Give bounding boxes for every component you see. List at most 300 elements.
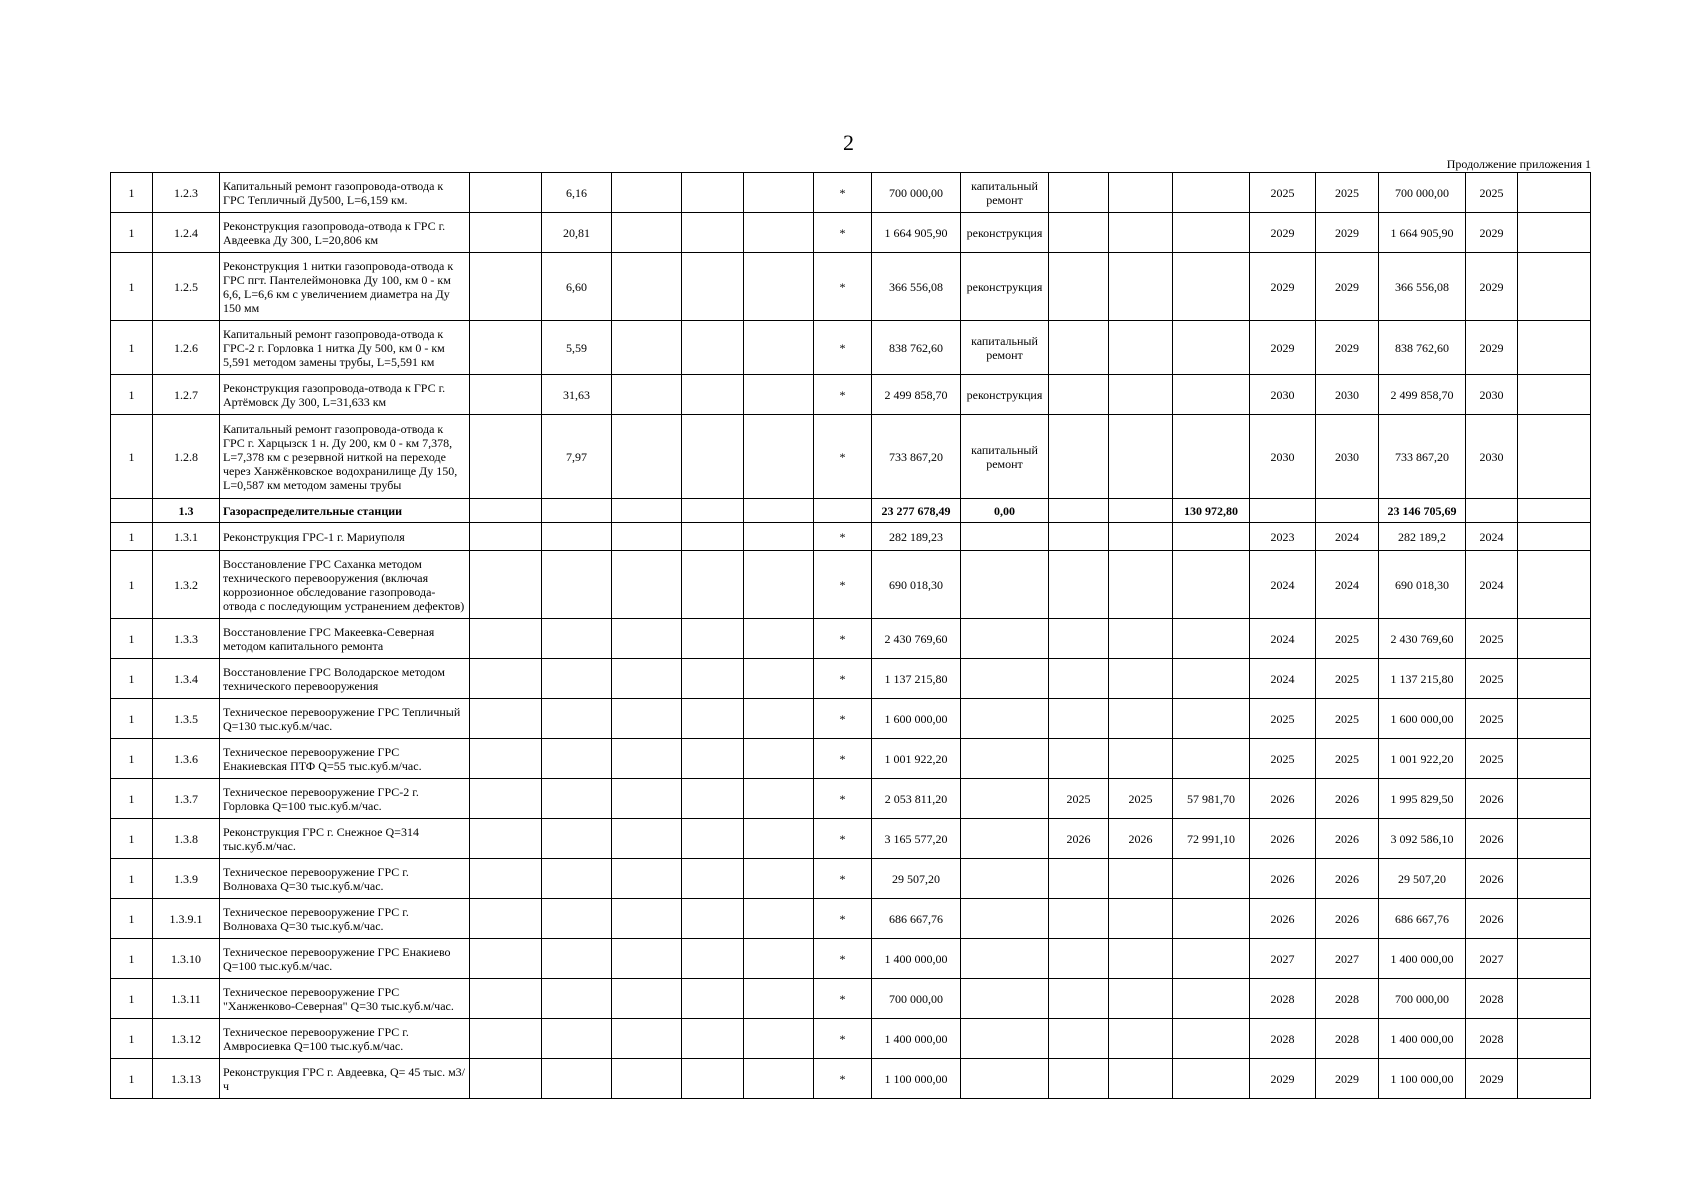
- empty-cell: [470, 779, 542, 819]
- empty-cell: [1518, 859, 1591, 899]
- item-number-cell: 1.3.1: [153, 523, 220, 551]
- construction-end-cell: 2025: [1316, 173, 1379, 213]
- construction-end-cell: 2029: [1316, 1059, 1379, 1099]
- empty-cell: [744, 415, 814, 499]
- design-end-cell: 2026: [1109, 819, 1173, 859]
- empty-cell: [470, 739, 542, 779]
- mark-cell: *: [814, 979, 872, 1019]
- design-start-cell: 2025: [1049, 779, 1109, 819]
- item-number-cell: 1.2.4: [153, 213, 220, 253]
- empty-cell: [744, 499, 814, 523]
- table-row: [111, 899, 1591, 939]
- table-row: [111, 173, 1591, 213]
- empty-cell: [612, 213, 682, 253]
- commission-year-cell: 2029: [1466, 253, 1518, 321]
- length-cell: [542, 739, 612, 779]
- construction-cost-cell: 282 189,2: [1379, 523, 1466, 551]
- commission-year-cell: 2026: [1466, 859, 1518, 899]
- design-cost-cell: [1173, 1059, 1250, 1099]
- work-type-cell: капитальный ремонт: [961, 321, 1049, 375]
- empty-cell: [470, 253, 542, 321]
- design-end-cell: [1109, 321, 1173, 375]
- design-end-cell: [1109, 979, 1173, 1019]
- empty-cell: [744, 375, 814, 415]
- item-number-cell: 1.3.6: [153, 739, 220, 779]
- empty-cell: [682, 523, 744, 551]
- construction-start-cell: 2024: [1250, 619, 1316, 659]
- work-type-cell: реконструкция: [961, 253, 1049, 321]
- empty-cell: [470, 499, 542, 523]
- group-cell: 1: [111, 375, 153, 415]
- empty-cell: [612, 551, 682, 619]
- empty-cell: [744, 979, 814, 1019]
- design-cost-cell: 130 972,80: [1173, 499, 1250, 523]
- work-type-cell: [961, 659, 1049, 699]
- mark-cell: *: [814, 173, 872, 213]
- construction-start-cell: 2027: [1250, 939, 1316, 979]
- construction-start-cell: 2023: [1250, 523, 1316, 551]
- table-row: [111, 415, 1591, 499]
- total-cost-cell: 3 165 577,20: [872, 819, 961, 859]
- mark-cell: *: [814, 213, 872, 253]
- construction-start-cell: 2029: [1250, 213, 1316, 253]
- mark-cell: *: [814, 659, 872, 699]
- length-cell: [542, 859, 612, 899]
- empty-cell: [612, 1019, 682, 1059]
- total-cost-cell: 733 867,20: [872, 415, 961, 499]
- length-cell: [542, 523, 612, 551]
- commission-year-cell: 2028: [1466, 979, 1518, 1019]
- design-start-cell: [1049, 899, 1109, 939]
- work-type-cell: [961, 899, 1049, 939]
- mark-cell: *: [814, 859, 872, 899]
- design-end-cell: [1109, 659, 1173, 699]
- table-row: [111, 819, 1591, 859]
- total-cost-cell: 838 762,60: [872, 321, 961, 375]
- item-number-cell: 1.3.13: [153, 1059, 220, 1099]
- item-number-cell: 1.3.12: [153, 1019, 220, 1059]
- total-cost-cell: 2 430 769,60: [872, 619, 961, 659]
- empty-cell: [682, 939, 744, 979]
- empty-cell: [470, 1059, 542, 1099]
- empty-cell: [744, 523, 814, 551]
- work-type-cell: [961, 859, 1049, 899]
- design-cost-cell: [1173, 321, 1250, 375]
- design-end-cell: [1109, 1059, 1173, 1099]
- total-cost-cell: 690 018,30: [872, 551, 961, 619]
- empty-cell: [682, 899, 744, 939]
- design-cost-cell: [1173, 173, 1250, 213]
- empty-cell: [682, 499, 744, 523]
- construction-end-cell: 2025: [1316, 619, 1379, 659]
- design-start-cell: 2026: [1049, 819, 1109, 859]
- empty-cell: [612, 939, 682, 979]
- design-end-cell: [1109, 415, 1173, 499]
- table-row: [111, 739, 1591, 779]
- group-cell: [111, 499, 153, 523]
- length-cell: [542, 819, 612, 859]
- empty-cell: [744, 213, 814, 253]
- construction-end-cell: 2025: [1316, 659, 1379, 699]
- item-number-cell: 1.2.6: [153, 321, 220, 375]
- design-end-cell: [1109, 619, 1173, 659]
- empty-cell: [1518, 899, 1591, 939]
- group-cell: 1: [111, 859, 153, 899]
- design-start-cell: [1049, 551, 1109, 619]
- total-cost-cell: 1 664 905,90: [872, 213, 961, 253]
- work-type-cell: [961, 779, 1049, 819]
- empty-cell: [744, 699, 814, 739]
- object-name-cell: Реконструкция ГРС-1 г. Мариуполя: [220, 523, 470, 551]
- work-type-cell: капитальный ремонт: [961, 173, 1049, 213]
- construction-cost-cell: 1 001 922,20: [1379, 739, 1466, 779]
- length-cell: [542, 899, 612, 939]
- empty-cell: [612, 523, 682, 551]
- design-end-cell: [1109, 939, 1173, 979]
- design-cost-cell: [1173, 619, 1250, 659]
- construction-cost-cell: 2 430 769,60: [1379, 619, 1466, 659]
- mark-cell: *: [814, 939, 872, 979]
- work-type-cell: [961, 699, 1049, 739]
- item-number-cell: 1.3: [153, 499, 220, 523]
- construction-cost-cell: 23 146 705,69: [1379, 499, 1466, 523]
- empty-cell: [612, 739, 682, 779]
- construction-start-cell: 2030: [1250, 375, 1316, 415]
- empty-cell: [470, 213, 542, 253]
- construction-end-cell: 2025: [1316, 699, 1379, 739]
- mark-cell: *: [814, 375, 872, 415]
- design-end-cell: [1109, 699, 1173, 739]
- construction-end-cell: [1316, 499, 1379, 523]
- group-cell: 1: [111, 739, 153, 779]
- length-cell: [542, 499, 612, 523]
- object-name-cell: Техническое перевооружение ГРС г. Амвросиевка Q=100 тыс.куб.м/час.: [220, 1019, 470, 1059]
- empty-cell: [744, 659, 814, 699]
- design-cost-cell: 57 981,70: [1173, 779, 1250, 819]
- construction-end-cell: 2026: [1316, 859, 1379, 899]
- table-row: [111, 619, 1591, 659]
- design-start-cell: [1049, 659, 1109, 699]
- item-number-cell: 1.2.8: [153, 415, 220, 499]
- commission-year-cell: 2029: [1466, 213, 1518, 253]
- empty-cell: [1518, 979, 1591, 1019]
- empty-cell: [682, 375, 744, 415]
- object-name-cell: Техническое перевооружение ГРС г. Волноваха Q=30 тыс.куб.м/час.: [220, 899, 470, 939]
- table-row: [111, 523, 1591, 551]
- object-name-cell: Реконструкция газопровода-отвода к ГРС г. Авдеевка Ду 300, L=20,806 км: [220, 213, 470, 253]
- design-cost-cell: [1173, 739, 1250, 779]
- design-cost-cell: [1173, 253, 1250, 321]
- empty-cell: [1518, 499, 1591, 523]
- investment-table: [110, 172, 1591, 1099]
- object-name-cell: Восстановление ГРС Саханка методом технического перевооружения (включая коррозионное обследование газопровода-отвода с последующим устранением дефектов): [220, 551, 470, 619]
- construction-start-cell: 2026: [1250, 819, 1316, 859]
- design-cost-cell: [1173, 1019, 1250, 1059]
- work-type-cell: реконструкция: [961, 213, 1049, 253]
- empty-cell: [1518, 415, 1591, 499]
- mark-cell: *: [814, 699, 872, 739]
- object-name-cell: Техническое перевооружение ГРС-2 г. Горловка Q=100 тыс.куб.м/час.: [220, 779, 470, 819]
- design-start-cell: [1049, 523, 1109, 551]
- group-cell: 1: [111, 779, 153, 819]
- commission-year-cell: 2024: [1466, 523, 1518, 551]
- construction-start-cell: 2029: [1250, 1059, 1316, 1099]
- total-cost-cell: 366 556,08: [872, 253, 961, 321]
- construction-cost-cell: 1 995 829,50: [1379, 779, 1466, 819]
- length-cell: [542, 979, 612, 1019]
- item-number-cell: 1.3.9.1: [153, 899, 220, 939]
- commission-year-cell: 2026: [1466, 779, 1518, 819]
- commission-year-cell: 2030: [1466, 375, 1518, 415]
- design-end-cell: [1109, 899, 1173, 939]
- empty-cell: [612, 779, 682, 819]
- item-number-cell: 1.2.7: [153, 375, 220, 415]
- empty-cell: [682, 979, 744, 1019]
- empty-cell: [744, 551, 814, 619]
- construction-end-cell: 2028: [1316, 1019, 1379, 1059]
- empty-cell: [612, 173, 682, 213]
- group-cell: 1: [111, 173, 153, 213]
- design-end-cell: [1109, 375, 1173, 415]
- construction-start-cell: 2029: [1250, 253, 1316, 321]
- design-cost-cell: 72 991,10: [1173, 819, 1250, 859]
- empty-cell: [1518, 213, 1591, 253]
- construction-end-cell: 2028: [1316, 979, 1379, 1019]
- group-cell: 1: [111, 979, 153, 1019]
- item-number-cell: 1.3.2: [153, 551, 220, 619]
- empty-cell: [682, 819, 744, 859]
- construction-cost-cell: 1 137 215,80: [1379, 659, 1466, 699]
- group-cell: 1: [111, 939, 153, 979]
- group-cell: 1: [111, 899, 153, 939]
- construction-end-cell: 2030: [1316, 375, 1379, 415]
- empty-cell: [682, 551, 744, 619]
- empty-cell: [682, 415, 744, 499]
- item-number-cell: 1.3.3: [153, 619, 220, 659]
- empty-cell: [682, 1059, 744, 1099]
- empty-cell: [744, 1019, 814, 1059]
- construction-end-cell: 2029: [1316, 321, 1379, 375]
- empty-cell: [1518, 1019, 1591, 1059]
- work-type-cell: [961, 1059, 1049, 1099]
- total-cost-cell: 1 137 215,80: [872, 659, 961, 699]
- item-number-cell: 1.3.10: [153, 939, 220, 979]
- empty-cell: [470, 819, 542, 859]
- empty-cell: [744, 1059, 814, 1099]
- commission-year-cell: 2025: [1466, 659, 1518, 699]
- construction-end-cell: 2024: [1316, 523, 1379, 551]
- group-cell: 1: [111, 321, 153, 375]
- empty-cell: [612, 619, 682, 659]
- empty-cell: [612, 499, 682, 523]
- group-cell: 1: [111, 1059, 153, 1099]
- construction-cost-cell: 366 556,08: [1379, 253, 1466, 321]
- design-cost-cell: [1173, 523, 1250, 551]
- design-cost-cell: [1173, 899, 1250, 939]
- table-body: [111, 173, 1591, 1099]
- construction-cost-cell: 3 092 586,10: [1379, 819, 1466, 859]
- empty-cell: [470, 523, 542, 551]
- empty-cell: [744, 173, 814, 213]
- empty-cell: [612, 819, 682, 859]
- empty-cell: [744, 253, 814, 321]
- construction-end-cell: 2026: [1316, 819, 1379, 859]
- length-cell: [542, 1019, 612, 1059]
- table-row: [111, 375, 1591, 415]
- empty-cell: [1518, 551, 1591, 619]
- design-end-cell: [1109, 173, 1173, 213]
- construction-end-cell: 2024: [1316, 551, 1379, 619]
- empty-cell: [470, 375, 542, 415]
- empty-cell: [612, 899, 682, 939]
- total-cost-cell: 282 189,23: [872, 523, 961, 551]
- construction-cost-cell: 733 867,20: [1379, 415, 1466, 499]
- empty-cell: [470, 859, 542, 899]
- page-number: 2: [843, 130, 854, 155]
- total-cost-cell: 1 100 000,00: [872, 1059, 961, 1099]
- construction-start-cell: 2028: [1250, 979, 1316, 1019]
- work-type-cell: [961, 1019, 1049, 1059]
- object-name-cell: Реконструкция ГРС г. Снежное Q=314 тыс.куб.м/час.: [220, 819, 470, 859]
- design-cost-cell: [1173, 859, 1250, 899]
- commission-year-cell: 2025: [1466, 699, 1518, 739]
- length-cell: 5,59: [542, 321, 612, 375]
- construction-cost-cell: 1 664 905,90: [1379, 213, 1466, 253]
- table-row: [111, 939, 1591, 979]
- empty-cell: [612, 979, 682, 1019]
- construction-end-cell: 2027: [1316, 939, 1379, 979]
- empty-cell: [1518, 699, 1591, 739]
- design-start-cell: [1049, 213, 1109, 253]
- construction-end-cell: 2026: [1316, 899, 1379, 939]
- mark-cell: *: [814, 551, 872, 619]
- table-row: [111, 699, 1591, 739]
- empty-cell: [682, 619, 744, 659]
- group-cell: 1: [111, 819, 153, 859]
- design-start-cell: [1049, 415, 1109, 499]
- design-start-cell: [1049, 739, 1109, 779]
- object-name-cell: Восстановление ГРС Макеевка-Северная методом капитального ремонта: [220, 619, 470, 659]
- design-cost-cell: [1173, 375, 1250, 415]
- empty-cell: [744, 779, 814, 819]
- commission-year-cell: 2026: [1466, 899, 1518, 939]
- mark-cell: *: [814, 321, 872, 375]
- construction-cost-cell: 838 762,60: [1379, 321, 1466, 375]
- total-cost-cell: 700 000,00: [872, 979, 961, 1019]
- work-type-cell: реконструкция: [961, 375, 1049, 415]
- empty-cell: [470, 1019, 542, 1059]
- empty-cell: [1518, 939, 1591, 979]
- empty-cell: [612, 321, 682, 375]
- empty-cell: [682, 779, 744, 819]
- construction-cost-cell: 1 400 000,00: [1379, 939, 1466, 979]
- commission-year-cell: 2026: [1466, 819, 1518, 859]
- table-row: [111, 253, 1591, 321]
- empty-cell: [470, 699, 542, 739]
- empty-cell: [682, 1019, 744, 1059]
- object-name-cell: Капитальный ремонт газопровода-отвода к ГРС г. Харцызск 1 н. Ду 200, км 0 - км 7,378, L=7,378 км с резервной ниткой на переходе через Ханжёнковское водохранилище Ду 150, L=0,587 км методом замены трубы: [220, 415, 470, 499]
- design-end-cell: [1109, 253, 1173, 321]
- group-cell: 1: [111, 523, 153, 551]
- design-cost-cell: [1173, 979, 1250, 1019]
- group-cell: 1: [111, 699, 153, 739]
- construction-end-cell: 2025: [1316, 739, 1379, 779]
- empty-cell: [612, 375, 682, 415]
- item-number-cell: 1.3.5: [153, 699, 220, 739]
- length-cell: [542, 1059, 612, 1099]
- design-cost-cell: [1173, 551, 1250, 619]
- item-number-cell: 1.3.11: [153, 979, 220, 1019]
- length-cell: [542, 551, 612, 619]
- mark-cell: *: [814, 523, 872, 551]
- mark-cell: [814, 499, 872, 523]
- total-cost-cell: 2 499 858,70: [872, 375, 961, 415]
- object-name-cell: Реконструкция 1 нитки газопровода-отвода к ГРС пгт. Пантелеймоновка Ду 100, км 0 - км 6,6, L=6,6 км с увеличением диаметра на Ду 150 мм: [220, 253, 470, 321]
- empty-cell: [744, 619, 814, 659]
- construction-cost-cell: 690 018,30: [1379, 551, 1466, 619]
- commission-year-cell: 2025: [1466, 739, 1518, 779]
- length-cell: 20,81: [542, 213, 612, 253]
- construction-start-cell: 2024: [1250, 551, 1316, 619]
- group-cell: 1: [111, 1019, 153, 1059]
- construction-start-cell: 2028: [1250, 1019, 1316, 1059]
- construction-start-cell: 2030: [1250, 415, 1316, 499]
- work-type-cell: [961, 939, 1049, 979]
- mark-cell: *: [814, 253, 872, 321]
- empty-cell: [682, 321, 744, 375]
- work-type-cell: капитальный ремонт: [961, 415, 1049, 499]
- group-cell: 1: [111, 619, 153, 659]
- group-cell: 1: [111, 415, 153, 499]
- commission-year-cell: 2025: [1466, 619, 1518, 659]
- construction-cost-cell: 2 499 858,70: [1379, 375, 1466, 415]
- empty-cell: [1518, 819, 1591, 859]
- design-start-cell: [1049, 699, 1109, 739]
- design-start-cell: [1049, 173, 1109, 213]
- length-cell: [542, 659, 612, 699]
- work-type-cell: 0,00: [961, 499, 1049, 523]
- empty-cell: [682, 213, 744, 253]
- design-end-cell: 2025: [1109, 779, 1173, 819]
- construction-cost-cell: 700 000,00: [1379, 173, 1466, 213]
- length-cell: 6,16: [542, 173, 612, 213]
- empty-cell: [1518, 375, 1591, 415]
- construction-start-cell: 2026: [1250, 779, 1316, 819]
- length-cell: 31,63: [542, 375, 612, 415]
- mark-cell: *: [814, 739, 872, 779]
- construction-start-cell: 2024: [1250, 659, 1316, 699]
- construction-start-cell: 2025: [1250, 739, 1316, 779]
- commission-year-cell: 2028: [1466, 1019, 1518, 1059]
- design-end-cell: [1109, 523, 1173, 551]
- commission-year-cell: 2024: [1466, 551, 1518, 619]
- empty-cell: [612, 699, 682, 739]
- mark-cell: *: [814, 415, 872, 499]
- total-cost-cell: 29 507,20: [872, 859, 961, 899]
- total-cost-cell: 1 400 000,00: [872, 939, 961, 979]
- design-cost-cell: [1173, 939, 1250, 979]
- total-cost-cell: 1 400 000,00: [872, 1019, 961, 1059]
- object-name-cell: Реконструкция ГРС г. Авдеевка, Q= 45 тыс. м3/ч: [220, 1059, 470, 1099]
- total-cost-cell: 686 667,76: [872, 899, 961, 939]
- empty-cell: [1518, 619, 1591, 659]
- total-cost-cell: 23 277 678,49: [872, 499, 961, 523]
- construction-cost-cell: 1 100 000,00: [1379, 1059, 1466, 1099]
- design-start-cell: [1049, 619, 1109, 659]
- object-name-cell: Техническое перевооружение ГРС г. Волноваха Q=30 тыс.куб.м/час.: [220, 859, 470, 899]
- empty-cell: [1518, 173, 1591, 213]
- design-start-cell: [1049, 321, 1109, 375]
